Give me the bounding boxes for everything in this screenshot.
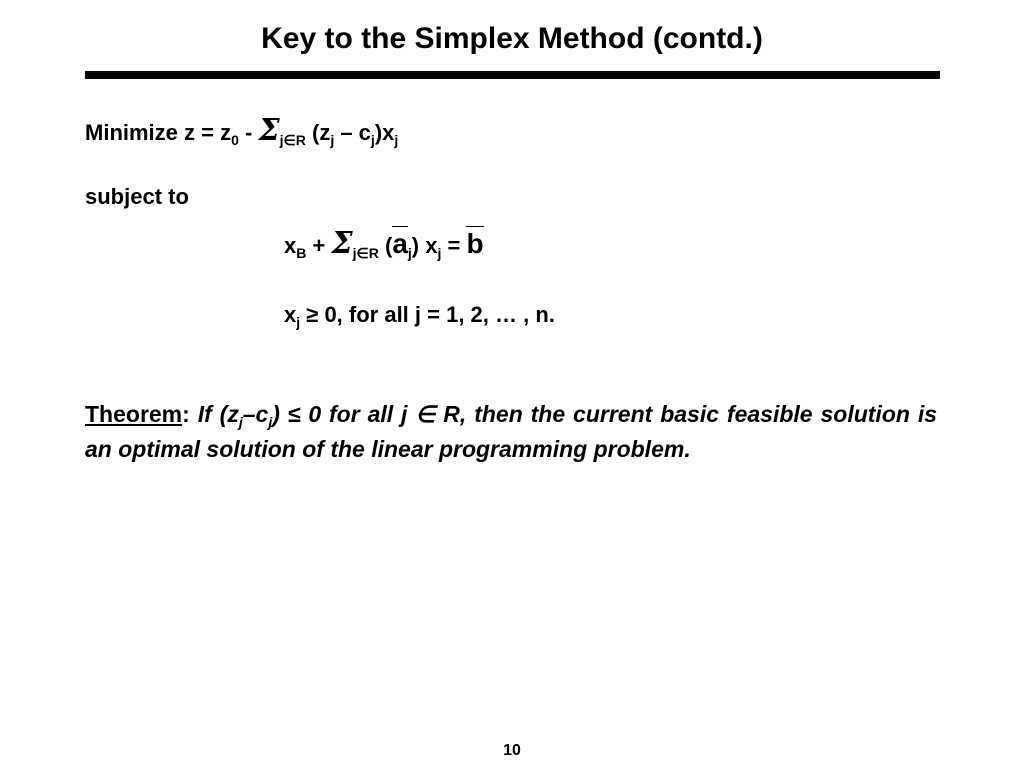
theorem-text: If (z — [197, 401, 239, 427]
constraint-sub: j — [437, 245, 442, 261]
overbar — [466, 226, 483, 227]
constraint-text: = — [441, 233, 467, 258]
constraint-text: x — [284, 233, 297, 258]
constraint-sub: j — [296, 314, 301, 330]
constraint-sub: B — [296, 245, 307, 261]
objective-sub: j — [370, 132, 375, 148]
objective-sub: j — [394, 132, 399, 148]
objective-text: )x — [374, 120, 395, 145]
constraint-sub: j — [407, 245, 412, 261]
objective-text: Minimize z = z — [85, 120, 232, 145]
constraint-text: ≥ 0, for all j = 1, 2, … , n. — [300, 302, 555, 327]
theorem-sub: j — [268, 414, 273, 430]
constraint-text: ( — [378, 233, 393, 258]
overbar — [392, 226, 408, 227]
objective-sub: j — [330, 132, 335, 148]
vector-a: a — [392, 228, 408, 259]
vector-b-bar — [466, 228, 483, 260]
theorem-colon: : — [182, 401, 190, 427]
objective-sub: j∈R — [279, 132, 306, 148]
nonnegativity-constraint — [284, 302, 555, 328]
objective-text: – c — [334, 120, 371, 145]
constraint-text: + — [306, 233, 332, 258]
subject-to-label: subject to — [85, 184, 189, 209]
theorem-text: –c — [242, 401, 269, 427]
sigma-symbol: Σ — [258, 113, 280, 148]
slide-title: Key to the Simplex Method (contd.) — [261, 22, 763, 55]
objective-text: - — [238, 120, 259, 145]
objective-sub: 0 — [231, 132, 239, 148]
constraint-text: ) x — [411, 233, 438, 258]
theorem-label: Theorem — [85, 401, 183, 427]
vector-b: b — [466, 228, 484, 259]
theorem-statement — [85, 397, 937, 467]
constraint-text: x — [284, 302, 297, 327]
objective-text: (z — [305, 120, 331, 145]
page-number: 10 — [503, 742, 521, 759]
constraint-sub: j∈R — [352, 245, 379, 261]
vector-a-bar — [392, 228, 408, 260]
theorem-sub: j — [238, 414, 243, 430]
sigma-symbol: Σ — [331, 226, 353, 261]
objective-function — [85, 113, 398, 148]
theorem-text: ) ≤ 0 for all j ∈ R, then the current basic feasible solution is an optimal solution of the linear programming problem. — [85, 401, 937, 462]
title-underline — [85, 71, 940, 79]
constraint-equation — [284, 226, 484, 261]
